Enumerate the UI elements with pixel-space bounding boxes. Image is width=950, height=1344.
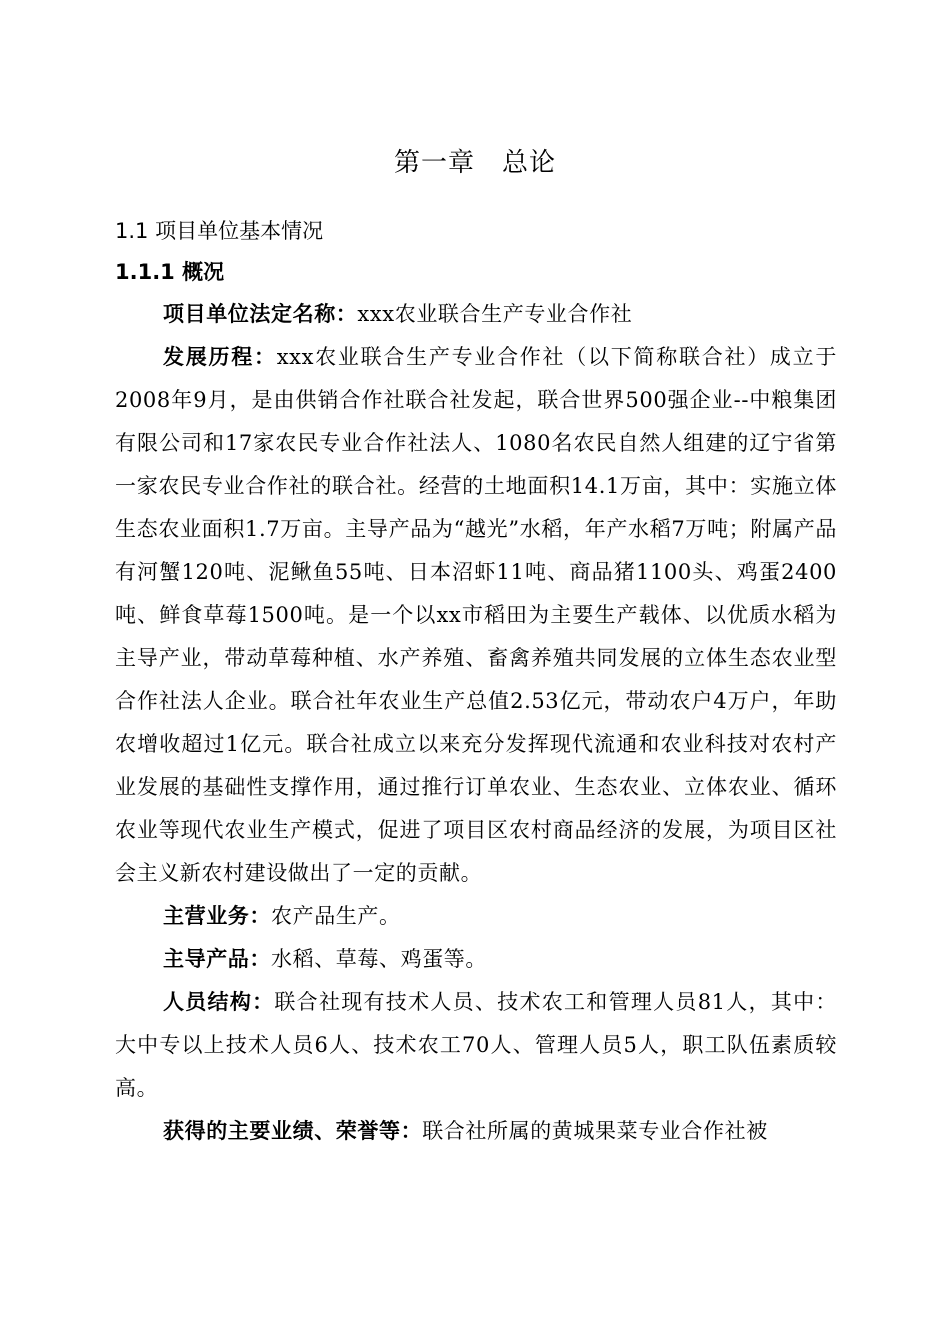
paragraph-text: 农产品生产。 [271,904,401,928]
paragraph-achievements [115,1110,837,1153]
paragraph-text: xxx农业联合生产专业合作社（以下简称联合社）成立于2008年9月，是由供销合作社联合社发起，联合世界500强企业--中粮集团有限公司和17家农民专业合作社法人、1080名农民自然人组建的辽宁省第一家农民专业合作社的联合社。经营的土地面积14.1万亩，其中：实施立体生态农业面积1.7万亩。主导产品为“越光”水稻，年产水稻7万吨；附属产品有河蟹120吨、泥鳅鱼55吨、日本沼虾11吨、商品猪1100头、鸡蛋2400吨、鲜食草莓1500吨。是一个以xx市稻田为主要生产载体、以优质水稻为主导产业，带动草莓种植、水产养殖、畜禽养殖共同发展的立体生态农业型合作社法人企业。联合社年农业生产总值2.53亿元，带动农户4万户，年助农增收超过1亿元。联合社成立以来充分发挥现代流通和农业科技对农村产业发展的基础性支撑作用，通过推行订单农业、生态农业、立体农业、循环农业等现代农业生产模式，促进了项目区农村商品经济的发展，为项目区社会主义新农村建设做出了一定的贡献。 [115,345,838,885]
section-heading-1-1-1: 1.1.1 概况 [115,260,225,284]
paragraph-main-products [115,938,837,981]
paragraph-lead: 主导产品： [163,947,271,971]
paragraph-lead: 发展历程： [163,345,277,369]
paragraph-text: 水稻、草莓、鸡蛋等。 [271,947,487,971]
body-text [115,293,837,1153]
paragraph-main-business [115,895,837,938]
paragraph-lead: 人员结构： [163,990,275,1014]
paragraph-lead: 获得的主要业绩、荣誉等： [163,1119,423,1143]
chapter-title: 第一章 总论 [393,148,556,178]
paragraph-staff-structure [115,981,837,1110]
section-heading-1-1: 1.1 项目单位基本情况 [115,219,324,243]
paragraph-lead: 项目单位法定名称： [163,302,358,326]
paragraph-text: 联合社现有技术人员、技术农工和管理人员81人，其中：大中专以上技术人员6人、技术农工70人、管理人员5人，职工队伍素质较高。 [115,990,838,1100]
paragraph-legal-name [115,293,837,336]
paragraph-lead: 主营业务： [163,904,271,928]
paragraph-history [115,336,837,895]
paragraph-text: xxx农业联合生产专业合作社 [357,302,633,326]
paragraph-text: 联合社所属的黄城果菜专业合作社被 [422,1119,768,1143]
